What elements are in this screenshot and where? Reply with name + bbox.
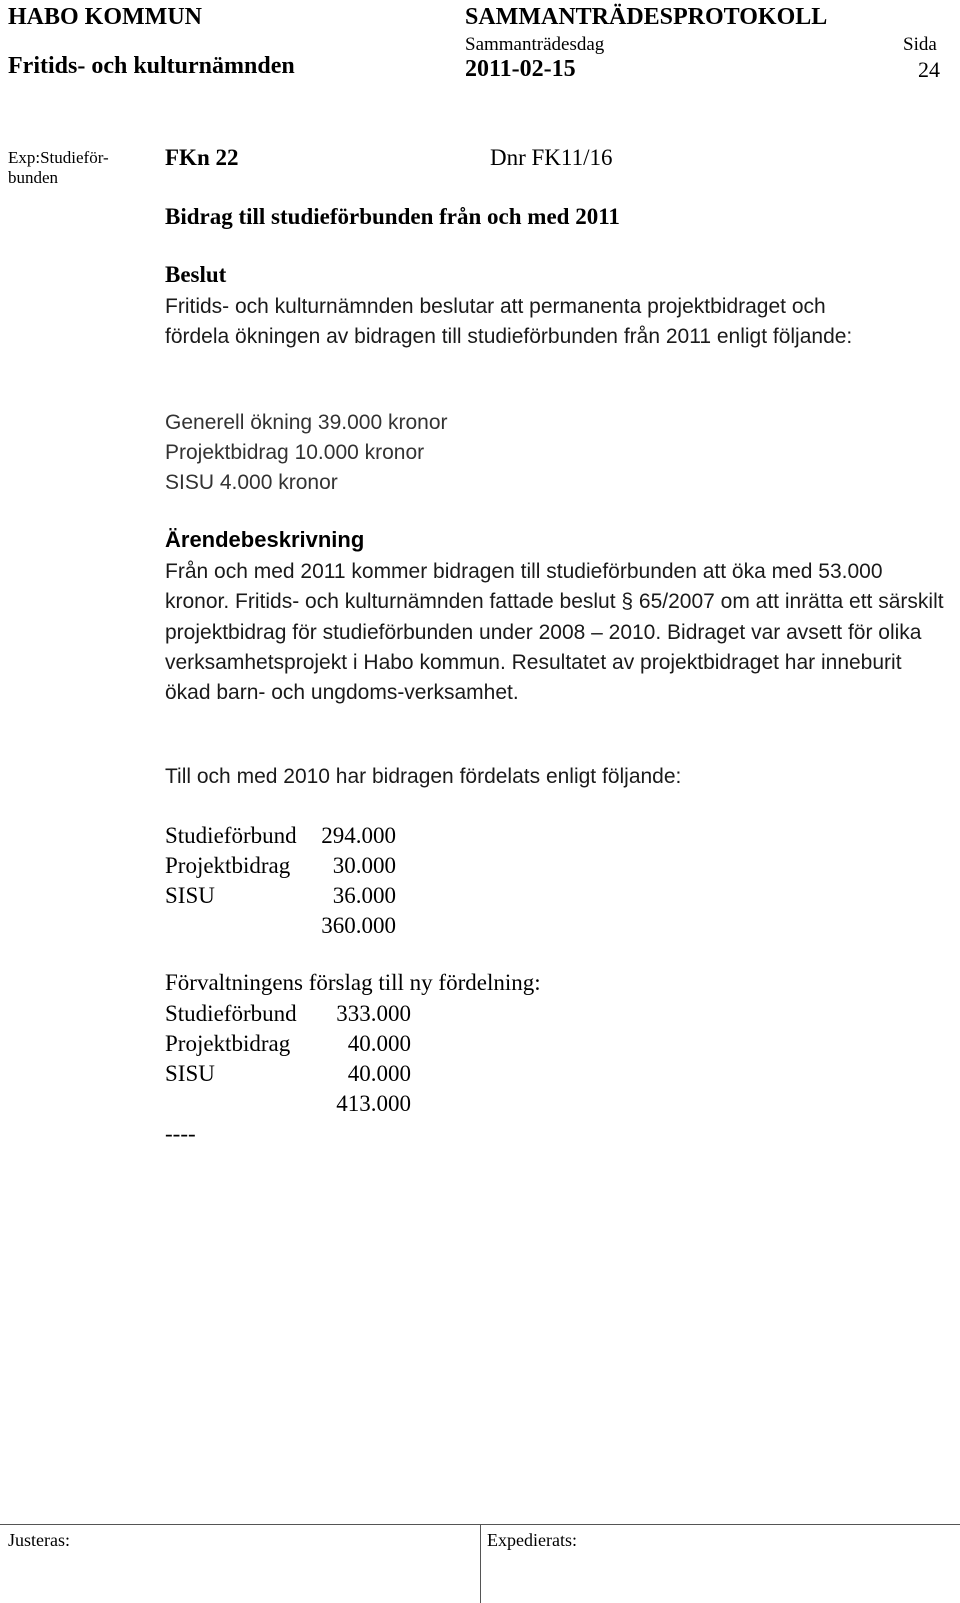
row-value: 294.000 — [321, 823, 396, 848]
beslut-heading: Beslut — [165, 262, 227, 287]
row-label: Projektbidrag — [165, 853, 291, 878]
meeting-date: 2011-02-15 — [465, 56, 576, 82]
new-distribution-heading: Förvaltningens förslag till ny fördelning: — [165, 970, 541, 995]
table-row — [165, 821, 396, 851]
row-value: 333.000 — [336, 1001, 411, 1026]
row-label: Projektbidrag — [165, 1031, 291, 1056]
arende-text: Från och med 2011 kommer bidragen till studieförbunden att öka med 53.000 kronor. Fritids- och kulturnämnden fattade beslut § 65/2007 om att inrätta ett särskilt projektbidrag för studieförbunden under 2008 – 2010. Bidraget var avsett för olika verksamhetsprojekt i Habo kommun. Resultatet av projektbidraget har inneburit ökad barn- och ungdoms-verksamhet. — [165, 560, 944, 705]
table-row — [165, 1029, 411, 1059]
footer-column-divider — [480, 1524, 481, 1603]
table-row-total — [165, 911, 396, 941]
expedierats-label: Expedierats: — [487, 1530, 577, 1550]
org-name: HABO KOMMUN — [8, 4, 202, 30]
expedition-note: Exp:Studieför-bunden — [8, 148, 109, 187]
item-title: Bidrag till studieförbunden från och med 2011 — [165, 204, 620, 229]
list-item: SISU 4.000 kronor — [165, 471, 338, 494]
row-label: SISU — [165, 883, 215, 908]
beslut-text: Fritids- och kulturnämnden beslutar att permanenta projektbidraget och fördela ökningen av bidragen till studieförbunden från 2011 enligt följande: — [165, 295, 853, 349]
total-value: 413.000 — [336, 1091, 411, 1116]
document-type: SAMMANTRÄDESPROTOKOLL — [465, 4, 828, 30]
row-value: 30.000 — [332, 853, 396, 878]
table-row — [165, 1059, 411, 1089]
list-item: Generell ökning 39.000 kronor — [165, 411, 448, 434]
meeting-date-label: Sammanträdesdag — [465, 34, 605, 55]
end-mark: ---- — [165, 1121, 196, 1146]
row-label: SISU — [165, 1061, 215, 1086]
new-distribution-table — [165, 999, 411, 1149]
row-value: 40.000 — [347, 1031, 411, 1056]
table-row-total — [165, 1089, 411, 1119]
beslut-list — [165, 408, 448, 498]
page-label: Sida — [903, 34, 937, 55]
arende-heading: Ärendebeskrivning — [165, 527, 365, 552]
distribution-intro: Till och med 2010 har bidragen fördelats enligt följande: — [165, 765, 682, 788]
justeras-label: Justeras: — [8, 1530, 70, 1550]
table-row — [165, 999, 411, 1029]
table-row — [165, 851, 396, 881]
committee-name: Fritids- och kulturnämnden — [8, 53, 295, 79]
row-value: 36.000 — [332, 883, 396, 908]
page-number: 24 — [918, 57, 940, 82]
table-row — [165, 881, 396, 911]
total-value: 360.000 — [321, 913, 396, 938]
row-label: Studieförbund — [165, 1001, 297, 1026]
list-item: Projektbidrag 10.000 kronor — [165, 441, 425, 464]
row-label: Studieförbund — [165, 823, 297, 848]
row-value: 40.000 — [347, 1061, 411, 1086]
dnr: Dnr FK11/16 — [490, 145, 613, 170]
paragraph-text: FKn 22 — [165, 145, 239, 170]
paragraph-number — [165, 145, 238, 171]
old-distribution-table — [165, 821, 396, 941]
